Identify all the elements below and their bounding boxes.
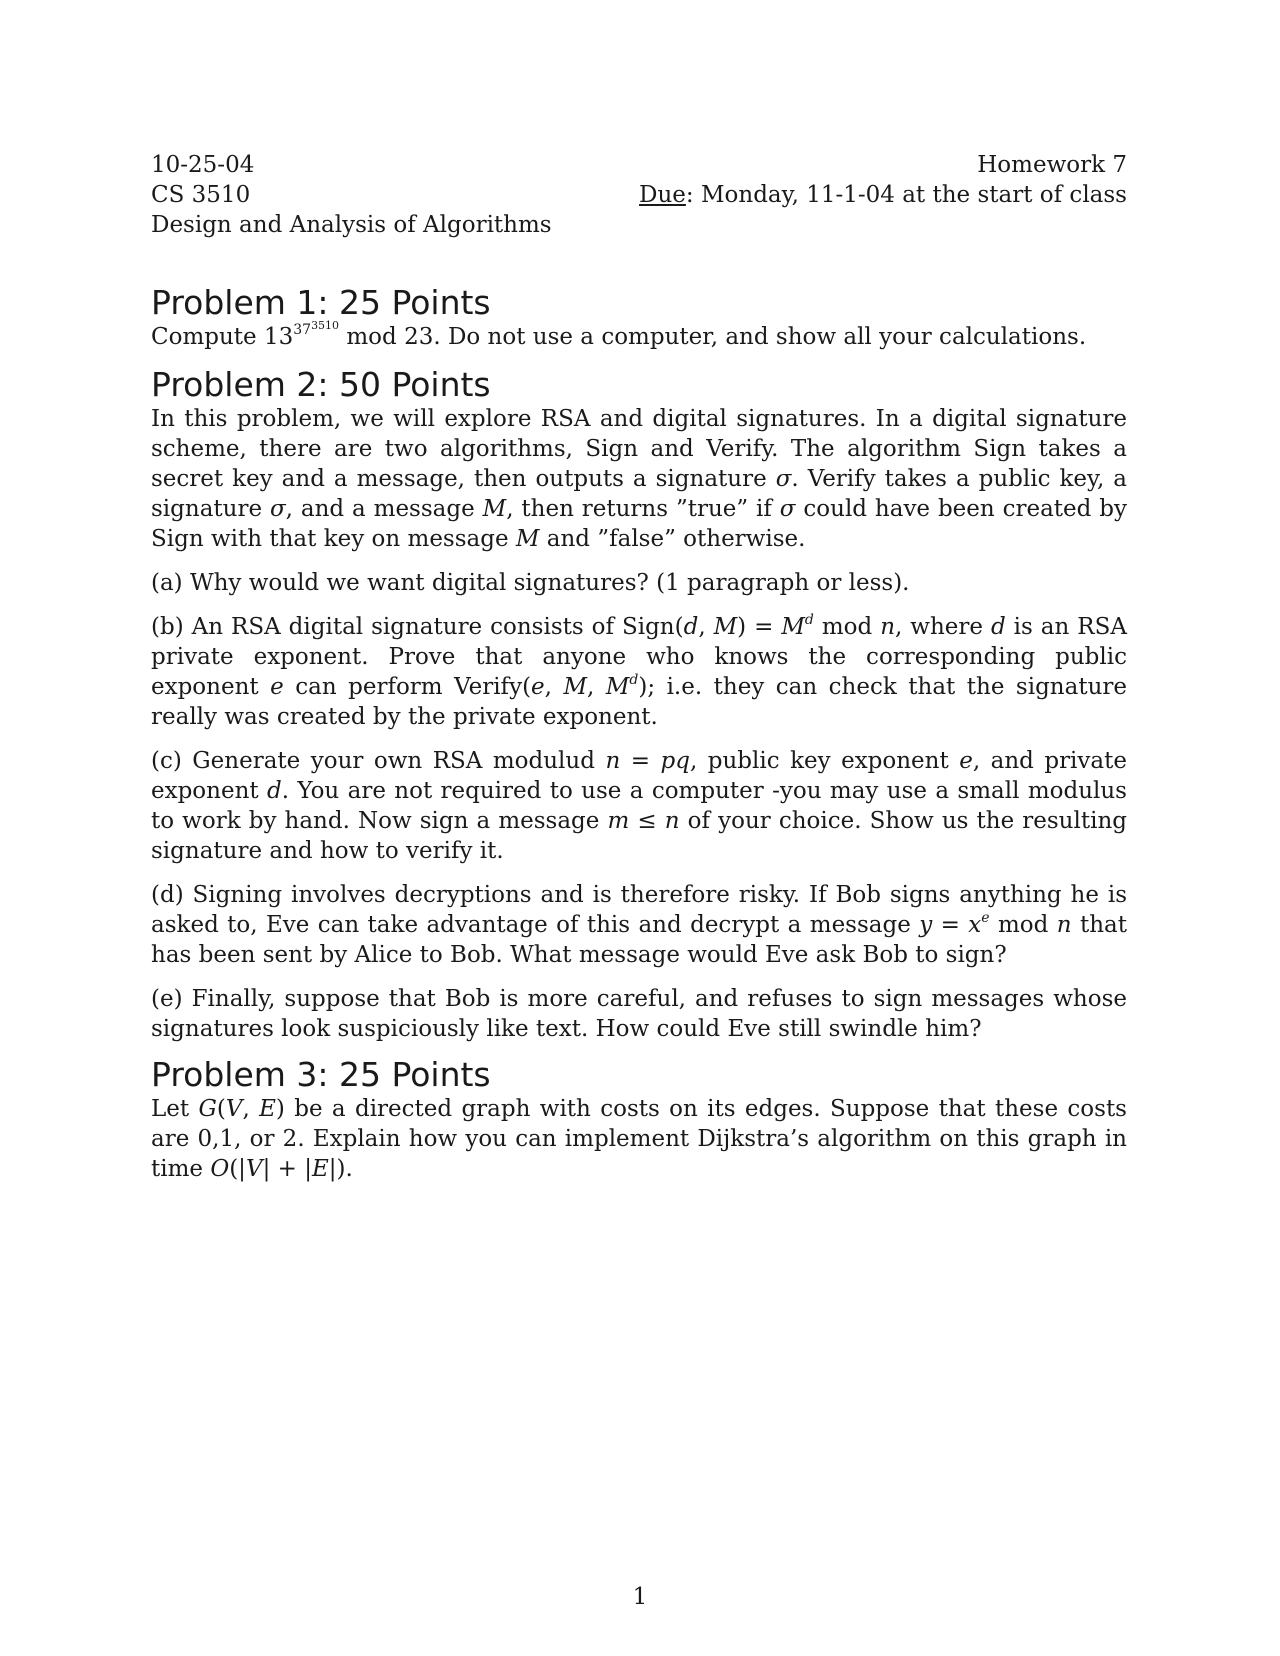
exponent: 373510 (293, 319, 340, 338)
due-label: Due (639, 182, 686, 208)
page-number: 1 (632, 1584, 648, 1610)
problem-2-part-b: (b) An RSA digital signature consists of Sign(d, $M) = M^d$ mod n, where d is an RSA private exponent. Prove that anyone who knows the corresponding public exponent e can perform Verify(e, M, $M^d$); i.e. they can check that the signature really was created by the private exponent. (151, 612, 1127, 730)
document-page (151, 150, 1127, 1184)
homework-title: Homework 7 (977, 152, 1127, 178)
problem-1-heading: Problem 1: 25 Points (151, 283, 491, 322)
date: 10-25-04 (151, 152, 255, 178)
header-left (151, 150, 552, 240)
problem-1-text: Compute $13^{37^{3510}}$ mod 23. Do not use a computer, and show all your calculations. (151, 319, 1087, 350)
problem-2-heading: Problem 2: 50 Points (151, 365, 491, 404)
due-date: Due: Monday, 11-1-04 at the start of class (639, 182, 1127, 208)
problem-3-text: Let G(V, E) be a directed graph with costs on its edges. Suppose that these costs are 0,1, or 2. Explain how you can implement Dijkstra’s algorithm on this graph in time O(|V| + |E|). (151, 1096, 1127, 1182)
header (151, 150, 1127, 240)
problem-2-part-a: (a) Why would we want digital signatures? (1 paragraph or less). (151, 570, 910, 596)
problem-2-part-c: (c) Generate your own RSA modulud n = pq, public key exponent e, and private exponent d. You are not required to use a computer -you may use a small modulus to work by hand. Now sign a message m ≤ n of your choice. Show us the resulting signature and how to verify it. (151, 748, 1127, 864)
problem-3-heading: Problem 3: 25 Points (151, 1055, 491, 1094)
course-title: Design and Analysis of Algorithms (151, 212, 552, 238)
problem-2-part-e: (e) Finally, suppose that Bob is more careful, and refuses to sign messages whose signatures look suspiciously like text. How could Eve still swindle him? (151, 986, 1127, 1042)
course-number: CS 3510 (151, 182, 251, 208)
problem-2-intro: In this problem, we will explore RSA and digital signatures. In a digital signature scheme, there are two algorithms, Sign and Verify. The algorithm Sign takes a secret key and a message, then outputs a signature σ. Verify takes a public key, a signature σ, and a message M, then returns ”true” if σ could have been created by Sign with that key on message M and ”false” otherwise. (151, 406, 1127, 552)
header-right (639, 150, 1127, 240)
problem-2-part-d: (d) Signing involves decryptions and is therefore risky. If Bob signs anything he is asked to, Eve can take advantage of this and decrypt a message $y = x^e$ mod n that has been sent by Alice to Bob. What message would Eve ask Bob to sign? (151, 882, 1127, 968)
